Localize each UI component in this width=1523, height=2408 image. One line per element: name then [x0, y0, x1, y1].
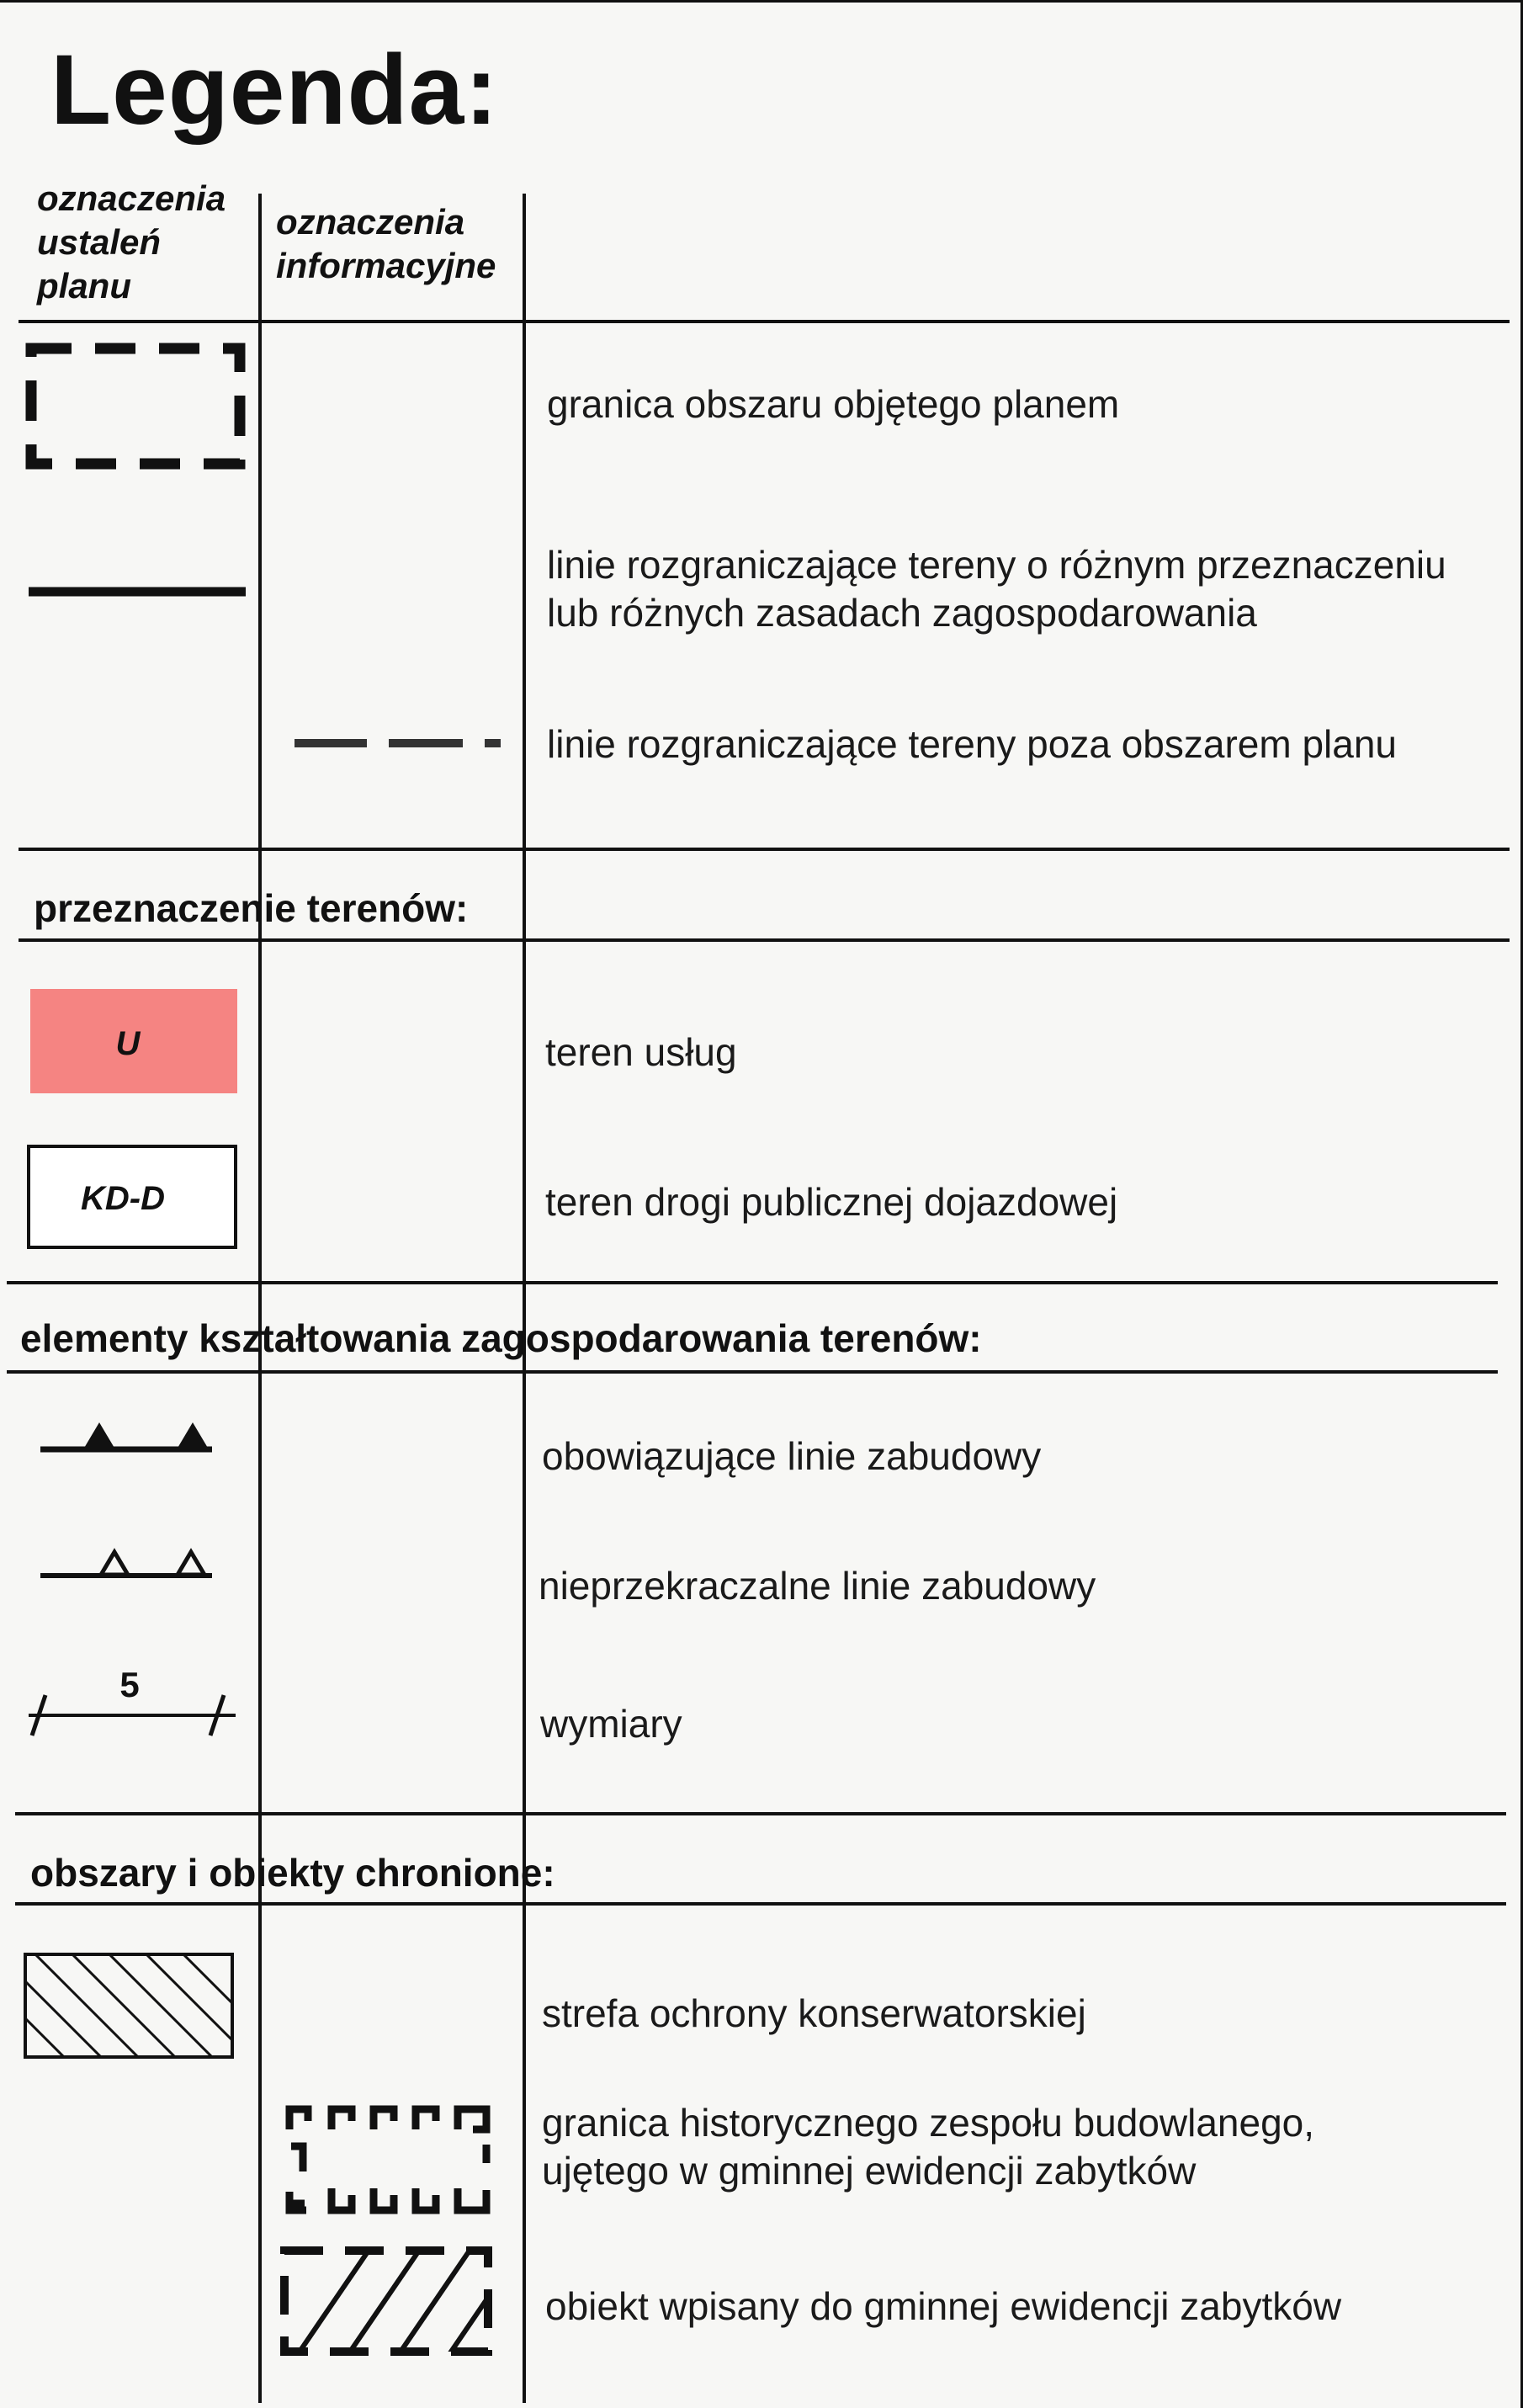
dimension-value: 5: [119, 1665, 140, 1704]
legend-text-nieprzekraczalne-linie: nieprzekraczalne linie zabudowy: [539, 1564, 1096, 1608]
road-area-kdd-label: KD-D: [81, 1180, 165, 1217]
section-heading-elementy: elementy kształtowania zagospodarowania terenów:: [20, 1316, 982, 1360]
divider-section-1-bottom: [19, 938, 1510, 942]
conservation-zone-hatched-symbol: [24, 1953, 234, 2059]
dimension-symbol: [20, 1665, 241, 1739]
column-divider-left: [258, 194, 262, 2403]
plan-boundary-dashed-rect-symbol: [24, 341, 247, 471]
divider-section-1-top: [19, 848, 1510, 851]
legend-text-linie-poza-planem: linie rozgraniczające tereny poza obszarem planu: [547, 722, 1398, 766]
registered-monument-symbol: [279, 2246, 493, 2357]
frame-top-edge: [0, 0, 1523, 3]
non-exceedable-building-line-symbol: [40, 1544, 214, 1581]
legend-text-granica-zespolu: granica historycznego zespołu budowlanego, ujętego w gminnej ewidencji zabytków: [542, 2101, 1315, 2193]
legend-text-granica-planu: granica obszaru objętego planem: [547, 382, 1120, 426]
road-area-kdd-symbol: [27, 1145, 239, 1251]
mandatory-building-line-symbol: [40, 1417, 214, 1454]
legend-text-strefa-ochrony: strefa ochrony konserwatorskiej: [542, 1991, 1086, 2035]
service-area-u-symbol: [30, 989, 237, 1093]
section-heading-przeznaczenie: przeznaczenie terenów:: [34, 886, 469, 930]
column-divider-right: [523, 194, 526, 2403]
legend-text-wymiary: wymiary: [540, 1702, 682, 1746]
service-area-u-label: U: [115, 1025, 141, 1062]
legend-text-teren-drogi: teren drogi publicznej dojazdowej: [545, 1180, 1118, 1224]
divider-section-3-top: [15, 1812, 1506, 1815]
outside-plan-dashed-line-symbol: [295, 737, 503, 749]
legend-title: Legenda:: [50, 35, 499, 146]
legend-text-teren-uslug: teren usług: [545, 1030, 737, 1074]
column-header-info: oznaczenia informacyjne: [276, 202, 496, 285]
historic-complex-boundary-symbol: [283, 2101, 496, 2219]
divider-header: [19, 320, 1510, 323]
divider-section-2-top: [7, 1281, 1498, 1284]
legend-text-linie-rozgraniczajace: linie rozgraniczające tereny o różnym przeznaczeniu lub różnych zasadach zagospodarowania: [547, 543, 1446, 635]
section-heading-chronione: obszary i obiekty chronione:: [30, 1851, 555, 1895]
legend-text-obowiazujace-linie: obowiązujące linie zabudowy: [542, 1434, 1042, 1478]
boundary-solid-line-symbol: [29, 586, 246, 598]
column-header-plan: oznaczenia ustaleń planu: [37, 178, 226, 306]
divider-section-3-bottom: [15, 1902, 1506, 1906]
divider-section-2-bottom: [7, 1370, 1498, 1374]
legend-text-obiekt-ewidencji: obiekt wpisany do gminnej ewidencji zabytków: [545, 2284, 1342, 2328]
